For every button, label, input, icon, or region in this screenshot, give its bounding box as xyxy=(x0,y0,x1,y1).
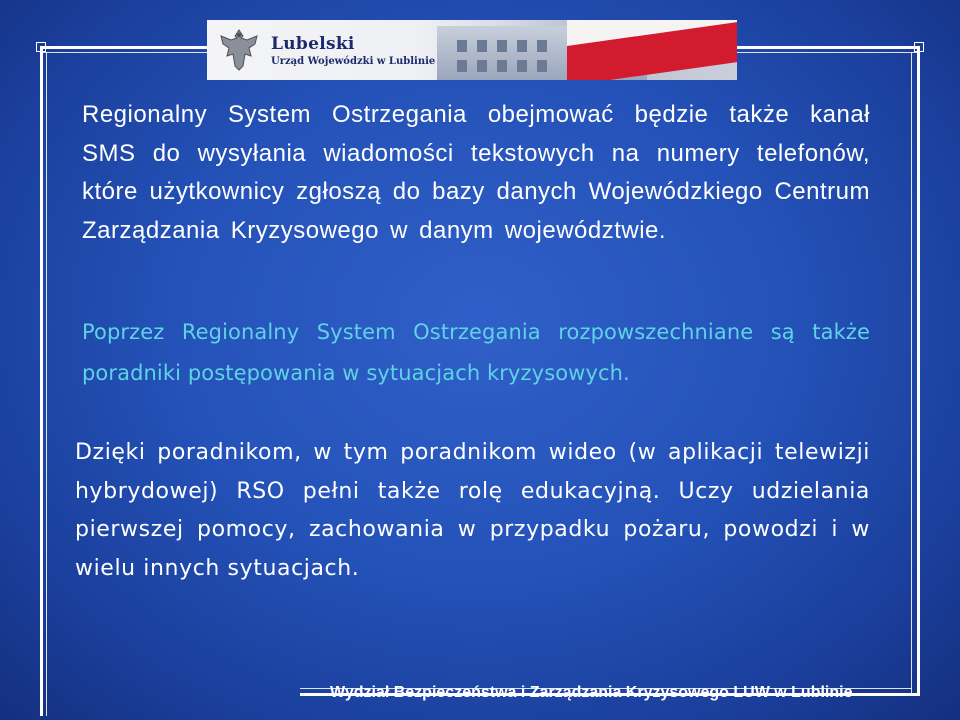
frame-left-line xyxy=(40,46,43,716)
paragraph-sms-channel: Regionalny System Ostrzegania obejmować będzie także kanał SMS do wysyłania wiadomości tekstowych na numery telefonów, które użytkownicy zgłoszą do bazy danych Wojewódzkiego Centrum Zarządzania Kryzysowego w danym województwie. xyxy=(82,101,870,244)
header-banner xyxy=(207,20,737,80)
frame-right-inner-line xyxy=(911,52,912,696)
banner-title: Lubelski xyxy=(271,34,355,54)
paragraph-education: Dzięki poradnikom, w tym poradnikom wideo (w aplikacji telewizji hybrydowej) RSO pełni także rolę edukacyjną. Uczy udzielania pierwszej pomocy, zachowania w przypadku pożaru, powodzi i w wielu innych sytuacjach. xyxy=(75,440,870,581)
frame-corner-square xyxy=(914,42,924,52)
frame-right-line xyxy=(917,46,920,696)
frame-corner-square xyxy=(36,42,46,52)
frame-left-inner-line xyxy=(46,52,47,716)
paragraph-guides: Poprzez Regionalny System Ostrzegania rozpowszechniane są także poradniki postępowania w sytuacjach kryzysowych. xyxy=(82,320,870,385)
footer-department: Wydział Bezpieczeństwa i Zarządzania Kryzysowego LUW w Lublinie xyxy=(330,684,853,701)
eagle-emblem-icon xyxy=(217,26,261,74)
banner-subtitle: Urząd Wojewódzki w Lublinie xyxy=(271,56,436,67)
